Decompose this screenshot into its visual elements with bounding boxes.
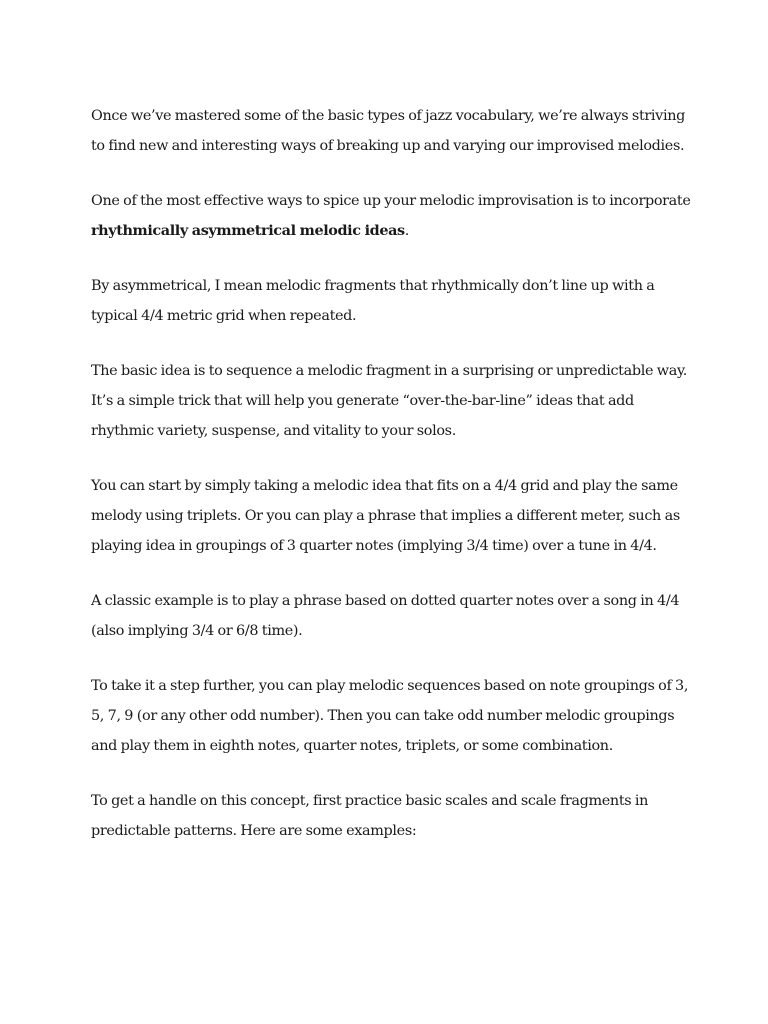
paragraph-2-text: One of the most effective ways to spice up your melodic improvisation is to incorporate [91,193,691,209]
paragraph-2-bold-phrase: rhythmically asymmetrical melodic ideas [91,222,405,239]
paragraph-1: Once we’ve mastered some of the basic types of jazz vocabulary, we’re always striving to find new and interesting ways of breaking up and varying our improvised melodies. [91,108,685,154]
paragraph-6: A classic example is to play a phrase based on dotted quarter notes over a song in 4/4 (also implying 3/4 or 6/8 time). [91,593,680,639]
paragraph-8: To get a handle on this concept, first practice basic scales and scale fragments in predictable patterns. Here are some examples: [91,793,649,839]
paragraph-2-end: . [404,223,409,239]
paragraph-2 [91,186,691,246]
paragraph-4: The basic idea is to sequence a melodic fragment in a surprising or unpredictable way. It’s a simple trick that will help you generate “over-the-bar-line” ideas that add rhythmic variety, suspense, and vitality to your solos. [91,363,688,439]
paragraph-3: By asymmetrical, I mean melodic fragments that rhythmically don’t line up with a typical 4/4 metric grid when repeated. [91,278,655,324]
paragraph-5: You can start by simply taking a melodic idea that fits on a 4/4 grid and play the same melody using triplets. Or you can play a phrase that implies a different meter, such as playing idea in groupings of 3 quarter notes (implying 3/4 time) over a tune in 4/4. [91,478,680,554]
paragraph-7: To take it a step further, you can play melodic sequences based on note groupings of 3, 5, 7, 9 (or any other odd number). Then you can take odd number melodic groupings and play them in eighth notes, quarter notes, triplets, or some combination. [91,678,689,754]
document-body [91,101,691,871]
